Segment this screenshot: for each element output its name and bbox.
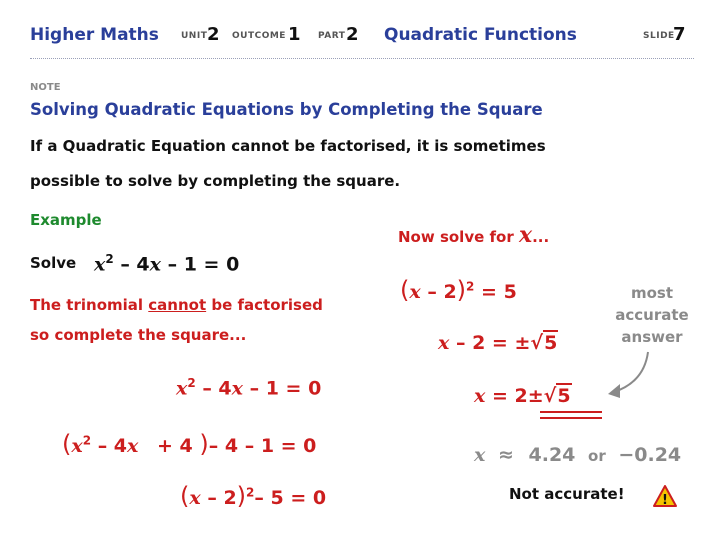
complete-square-note: so complete the square... (30, 326, 247, 344)
unit-number: 2 (207, 24, 220, 45)
solution-step-2: x – 2 = ±√5 (438, 332, 558, 354)
trinomial-note: The trinomial cannot be factorised (30, 296, 323, 314)
note-title: Solving Quadratic Equations by Completing the Square (30, 100, 543, 119)
equation-step-2: ($x^2 - 4x + 4$ )– 4 – 1 = 0 (62, 430, 317, 458)
warning-icon (652, 484, 678, 508)
part-number: 2 (346, 24, 359, 45)
equation-step-3: (x – 2)$^2$– 5 = 0 (180, 482, 327, 510)
topic-title: Quadratic Functions (384, 25, 577, 45)
note-line-2: possible to solve by completing the square. (30, 172, 401, 190)
now-solve-label: Now solve for x... (398, 222, 550, 248)
slide-number: 7 (673, 24, 686, 45)
note-label: NOTE (30, 82, 61, 93)
warning-mark: ! (662, 493, 668, 508)
slide-label: SLIDE (643, 31, 675, 41)
solve-label: Solve (30, 254, 77, 272)
radicand: 5 (557, 385, 571, 407)
unit-label: UNIT (181, 31, 208, 41)
course-title: Higher Maths (30, 25, 159, 45)
equation-step-1: $x^2 - 4x - 1 = 0$ (176, 376, 322, 400)
header-divider (30, 58, 694, 59)
decimal-approximation: x ≈ 4.24 or −0.24 (474, 444, 682, 466)
solution-step-3: x = 2±√5 (474, 385, 571, 407)
outcome-number: 1 (288, 24, 301, 45)
most-accurate-note: most accurate answer (615, 284, 689, 346)
outcome-label: OUTCOME (232, 31, 286, 41)
example-label: Example (30, 211, 102, 229)
radicand: 5 (544, 332, 558, 354)
answer-underline (540, 411, 602, 419)
not-accurate-label: Not accurate! (509, 485, 625, 503)
note-line-1: If a Quadratic Equation cannot be factorised, it is sometimes (30, 137, 546, 155)
solution-step-1: (x – 2)$^2$ = 5 (400, 276, 517, 304)
equation-given: $x^2 - 4x - 1 = 0$ (94, 252, 240, 276)
part-label: PART (318, 31, 346, 41)
arrow-icon (600, 348, 660, 404)
